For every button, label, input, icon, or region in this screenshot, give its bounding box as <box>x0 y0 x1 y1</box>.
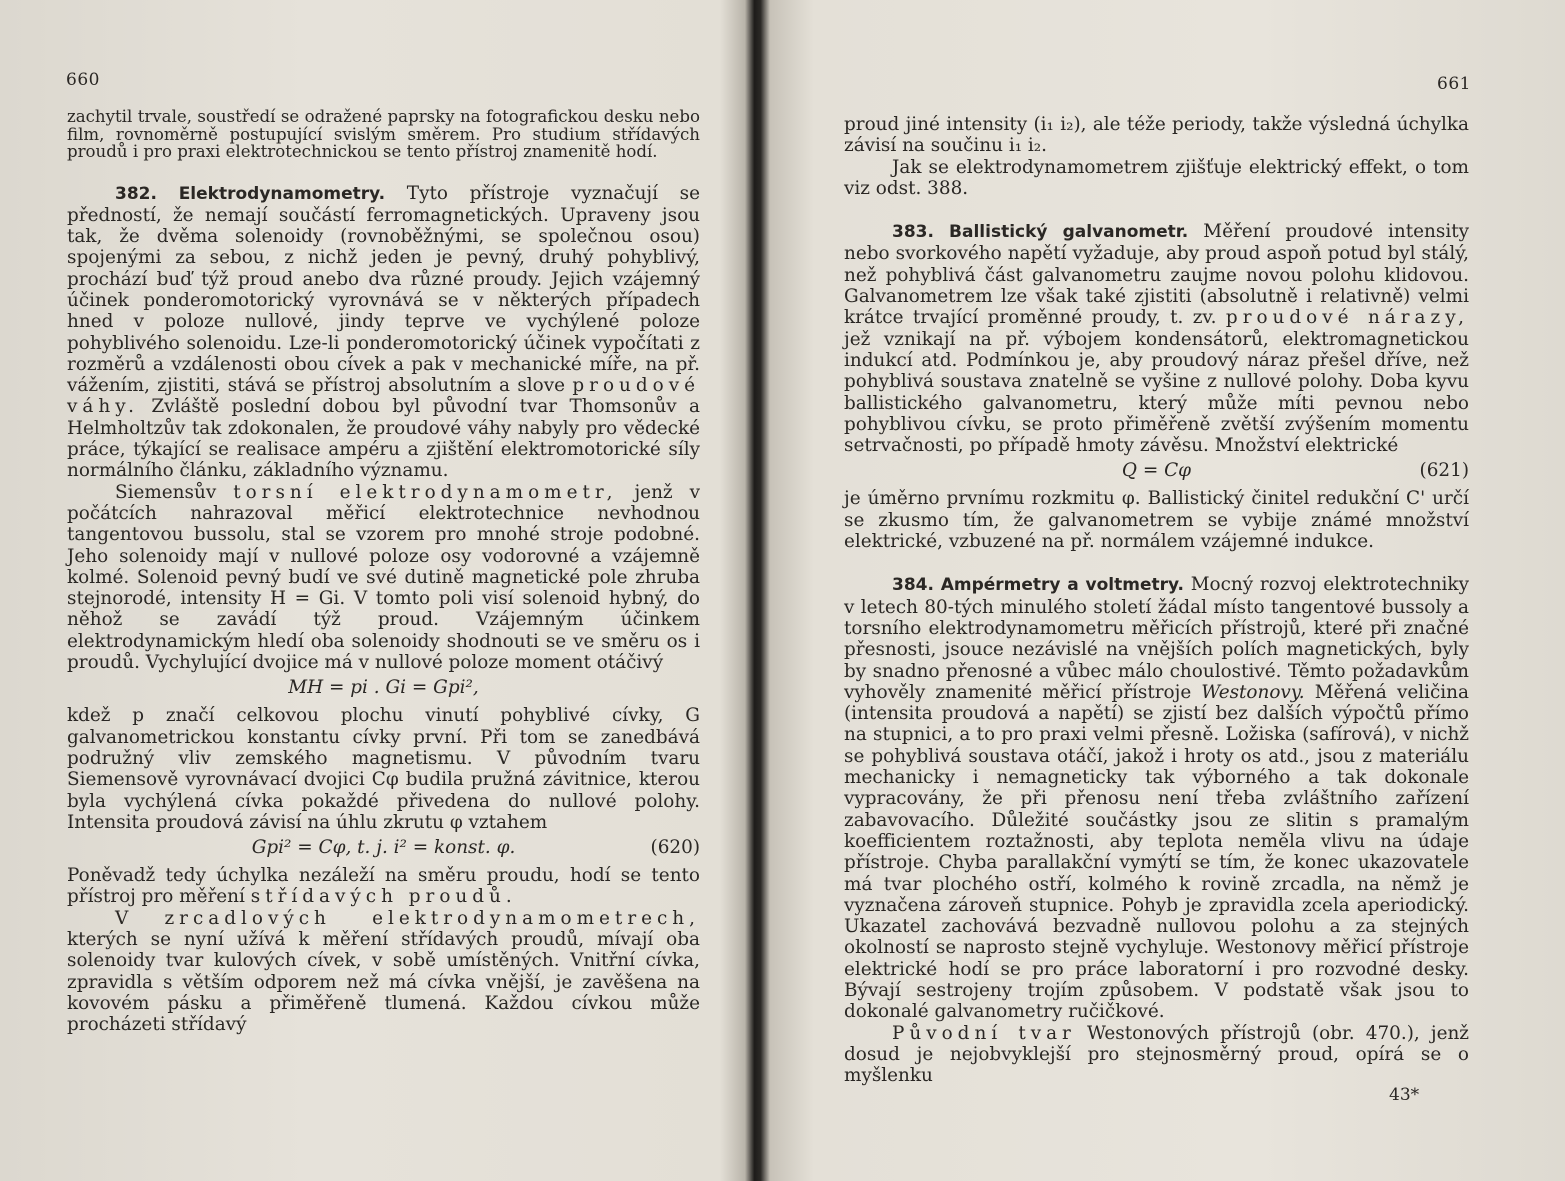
left-page <box>0 0 740 1181</box>
text-run: kterých se nyní užívá k měření střídavých proudů, mívají oba solenoidy tvar kulových cívek, v sobě umístěných. Vnitřní cívka, zpravidla s větším odporem než má cívka vnější, je zavěšena na kovovém pásku a přiměřeně tlumená. Každou cívkou může procházeti střídavý <box>67 929 700 1036</box>
section-heading: 382. Elektrodynamometry. <box>115 183 386 204</box>
page-number: 661 <box>1437 74 1471 94</box>
paragraph <box>67 482 700 674</box>
paragraph: kdež p značí celkovou plochu vinutí pohyblivé cívky, G galvanometrickou konstantu cívky první. Při tom se zanedbává podružný vliv zemského magnetismu. V původním tvaru Siemensově vyrovnávací dvojici Cφ budila pružná závitnice, kterou byla vychýlená cívka pokaždé přivedena do nullové polohy. Intensita proudová závisí na úhlu zkrutu φ vztahem <box>67 705 700 833</box>
formula <box>67 833 700 865</box>
spaced-text: zrcadlových elektrodynamometrech, <box>164 907 700 929</box>
text-run: Měření proudové intensity nebo svorkového napětí vyžaduje, aby proud aspoň potud byl stálý, než pohyblivá část galvanometru zaujme novou polohu klidovou. Galvanometrem lze však také zjistiti (absolutně i relativně) velmi krátce trvající proměnné proudy, t. zv. <box>844 221 1469 329</box>
formula-expression: MH = pi . Gi = Gpi², <box>288 677 479 699</box>
spaced-text: proudové váhy. <box>67 375 700 418</box>
equation-number: (621) <box>1419 460 1469 482</box>
paragraph <box>67 908 700 1036</box>
text-run: Zvláště poslední dobou byl původní tvar Thomsonův a Helmholtzův tak zdokonalen, že proudové váhy nabyly pro vědecké práce, týkající se realisace ampéru a zjištění elektromotorické síly normálního článku, základního významu. <box>67 396 700 482</box>
paragraph <box>844 1023 1469 1087</box>
text-run: jenž v počátcích nahrazoval měřicí elektrotechnice nevhodnou tangentovou bussolu, stal se vzorem pro mnohé stroje podobné. Jeho solenoidy mají v nullové poloze osy vodorovné a vzájemně kolmé. Solenoid pevný budí ve své dutině magnetické pole zhruba stejnorodé, intensity H = Gi. V tomto poli visí solenoid hybný, do něhož se zavádí týž proud. Vzájemným účinkem elektrodynamickým hledí oba solenoidy shodnouti se ve směru os i proudů. Vychylující dvojice má v nullové poloze moment otáčivý <box>67 481 700 674</box>
formula <box>67 673 700 705</box>
paragraph <box>67 865 700 908</box>
formula-expression: Q = Cφ <box>1121 460 1192 482</box>
spaced-text: střídavých proudů. <box>250 886 517 908</box>
right-page <box>768 0 1565 1181</box>
formula <box>844 456 1469 488</box>
text-run: V <box>115 907 129 929</box>
paragraph: je úměrno prvnímu rozkmitu φ. Ballistický činitel redukční C' určí se zkusmo tím, že galvanometrem se vybije známé množství elektrické, vzbuzené na př. normálem vzájemné indukce. <box>844 488 1469 553</box>
signature-mark: 43* <box>1389 1085 1420 1105</box>
section-heading: 383. Ballistický galvanometr. <box>892 222 1189 243</box>
section-heading: 384. Ampérmetry a voltmetry. <box>892 575 1184 596</box>
spaced-text: torsní elektrodynamometr, <box>233 481 618 503</box>
text-run: Tyto přístroje vyznačují se předností, že nemají součástí ferromagnetických. Upraveny jsou tak, že dvěma solenoidy (rovnoběžnými, se společnou osou) spojenými za sebou, z nichž jeden je pevný, druhý pohyblivý, prochází buď týž proud anebo dva různé proudy. Jejich vzájemný účinek ponderomotorický vyrovnává se v některých případech hned v poloze nullové, jindy teprve ve vychýlené poloze pohyblivého solenoidu. Lze-li ponderomotorický účinek vypočítati z rozměrů a vzdálenosti obou cívek a pak v mechanické míře, na př. vážením, zjistiti, stává se přístroj absolutním a slove <box>67 182 700 397</box>
italic-text: Westonovy. <box>1201 681 1305 703</box>
text-run: jež vznikají na př. výbojem kondensátorů, elektromagnetickou indukcí atd. Podmínkou je, aby proudový náraz přešel dříve, než pohyblivá soustava znatelně se vyšine z nullové polohy. Doba kyvu ballistického galvanometru, který může míti pevnou nebo pohyblivou cívku, se proto přiměřeně zvětší zvýšením momentu setrvačnosti, po případě hmoty závěsu. Množství elektrické <box>844 328 1469 457</box>
paragraph <box>844 221 1469 456</box>
page-text <box>67 108 700 1035</box>
spaced-text: proudové nárazy, <box>1225 307 1469 329</box>
paragraph: proud jiné intensity (i₁ i₂), ale téže periody, takže výsledná úchylka závisí na součinu i₁ i₂. <box>844 114 1469 157</box>
paragraph <box>67 183 700 482</box>
equation-number: (620) <box>650 837 700 859</box>
formula-expression: Gpi² = Cφ, t. j. i² = konst. φ. <box>251 837 516 859</box>
text-run: Mocný rozvoj elektrotechniky v letech 80-tých minulého století žádal místo tangentové bussoly a torsního elektrodynamometru měřicích přístrojů, které při značné přesnosti, jsouce nezávislé na vnějších polích magnetických, byly by snadno přenosné a vůbec málo choulostivé. Těmto požadavkům vyhověly znamenité měřicí přístroje <box>844 574 1469 703</box>
spaced-text: Původní tvar <box>892 1022 1076 1044</box>
text-run: Westonových přístrojů (obr. 470.), jenž dosud je nejobvyklejší pro stejnosměrný proud, opírá se o myšlenku <box>844 1022 1469 1087</box>
page-text <box>844 114 1469 1086</box>
paragraph <box>844 574 1469 1022</box>
text-run: Poněvadž tedy úchylka nezáleží na směru proudu, hodí se tento přístroj pro měření <box>67 865 700 908</box>
paragraph: zachytil trvale, soustředí se odražené paprsky na fotografickou desku nebo film, rovnoměrně postupující svislým směrem. Pro studium střídavých proudů i pro praxi elektrotechnickou se tento přístroj znamenitě hodí. <box>67 107 700 161</box>
text-run: Měřená veličina (intensita proudová a napětí) se zjistí bez dalších výpočtů přímo na stupnici, a to pro praxi velmi přesně. Ložiska (safírová), v nichž se pohyblivá soustava otáčí, jakož i hroty os atd., jsou z materiálu mechanicky i nemagneticky tak výborného a tak dokonale vypracovány, že při přenosu není třeba zvláštního zařízení zabavovacího. Důležité součástky jsou ze slitin s pramalým koefficientem roztažnosti, aby teplota neměla vlivu na údaje přístroje. Chyba parallakční vymýtí se tím, že konec ukazovatele má tvar plochého ostří, kolmého k rovině zrcadla, na němž je vyznačena zároveň stupnice. Pohyb je zpravidla zcela aperiodický. Ukazatel zachovává bezvadně nullovou polohu a za stejných okolností se naprosto stejně vychyluje. Westonovy měřicí přístroje elektrické hodí se pro práce laboratorní i pro rozvodné desky. Bývají sestrojeny trojím způsobem. V podstatě však jsou to dokonalé galvanometry ručičkové. <box>844 681 1469 1023</box>
text-run: Siemensův <box>115 481 217 503</box>
page-number: 660 <box>66 70 100 90</box>
paragraph: Jak se elektrodynamometrem zjišťuje elektrický effekt, o tom viz odst. 388. <box>844 156 1469 199</box>
